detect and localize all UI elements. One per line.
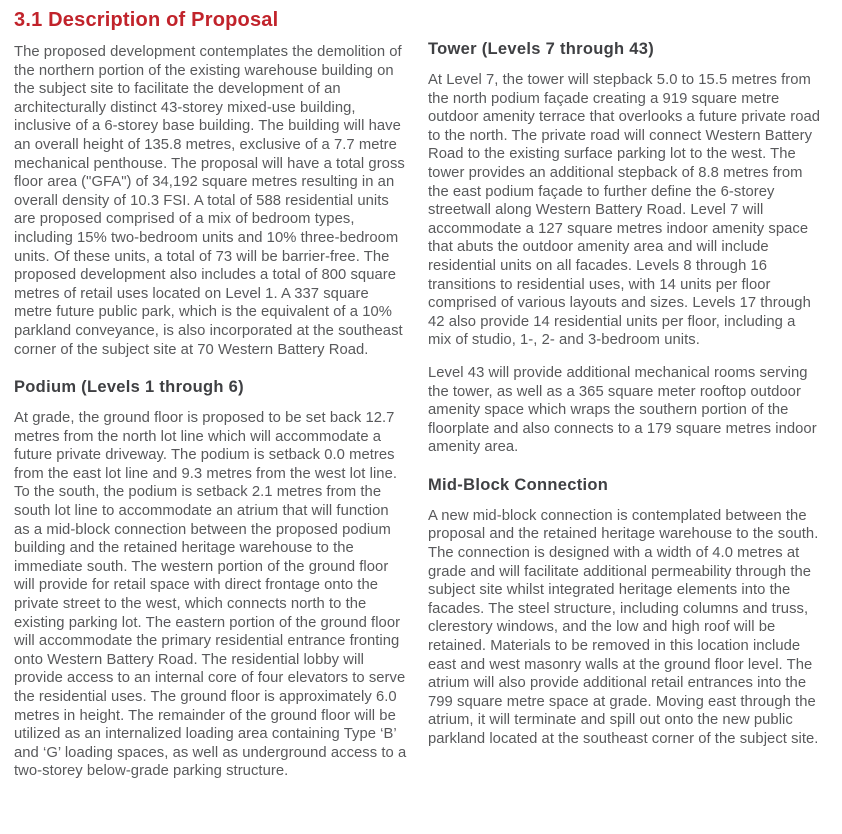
paragraph-proposal-intro: The proposed development contemplates the demolition of the northern portion of the existing warehouse building on the subject site to facilitate the development of an architecturally distinct 43-storey mixed-use building, inclusive of a 6-storey base building. The building will have an overall height of 135.8 metres, exclusive of a 7.7 metre mechanical penthouse. The proposal will have a total gross floor area ("GFA") of 34,192 square metres resulting in an overall density of 10.3 FSI. A total of 588 residential units are proposed comprised of a mix of bedroom types, including 15% two-bedroom units and 10% three-bedroom units. Of these units, a total of 73 will be barrier-free. The proposed development also includes a total of 800 square metres of retail uses located on Level 1. A 337 square metre future public park, which is the equivalent of a 10% parkland conveyance, is also incorporated at the southeast corner of the subject site at 70 Western Battery Road.: [14, 44, 405, 358]
right-column: [428, 8, 822, 834]
paragraph-tower-1: At Level 7, the tower will stepback 5.0 to 15.5 metres from the north podium façade creating a 919 square metre outdoor amenity terrace that overlooks a future private road to the north. The private road will connect Western Battery Road to the existing surface parking lot to the west. The tower provides an additional stepback of 8.8 metres from the east podium façade to further define the 6-storey streetwall along Western Battery Road. Level 7 will accommodate a 127 square metres indoor amenity space that abuts the outdoor amenity area and will include residential units on all facades. Levels 8 through 16 transitions to residential uses, with 14 units per floor comprised of various layouts and sizes. Levels 17 through 42 also provide 14 residential units per floor, including a mix of studio, 1-, 2- and 3-bedroom units.: [428, 72, 821, 349]
section-heading-podium: Podium (Levels 1 through 6): [14, 378, 244, 397]
page-title: 3.1 Description of Proposal: [14, 9, 279, 31]
section-heading-tower: Tower (Levels 7 through 43): [428, 40, 654, 58]
paragraph-tower-2: Level 43 will provide additional mechanical rooms serving the tower, as well as a 365 square meter rooftop outdoor amenity space which wraps the southern portion of the floorplate and also connects to a 179 square metres indoor amenity area.: [428, 364, 817, 456]
paragraph-podium: At grade, the ground floor is proposed to be set back 12.7 metres from the north lot line which will accommodate a future private driveway. The podium is setback 0.0 metres from the east lot line and 9.3 metres from the west lot line. To the south, the podium is setback 2.1 metres from the south lot line to accommodate an atrium that will function as a mid-block connection between the proposed podium building and the retained heritage warehouse to the immediate south. The western portion of the ground floor will provide for retail space with direct frontage onto the private street to the west, which connects north to the existing parking lot. The eastern portion of the ground floor will accommodate the primary residential entrance fronting onto Western Battery Road. The residential lobby will provide access to an internal core of four elevators to serve the residential uses. The ground floor is approximately 6.0 metres in height. The remainder of the ground floor will be utilized as an internalized loading area containing Type ‘B’ and ‘G’ loading spaces, as well as underground access to a two-storey below-grade parking structure.: [14, 410, 407, 780]
paragraph-midblock: A new mid-block connection is contemplated between the proposal and the retained heritage warehouse to the south. The connection is designed with a width of 4.0 metres at grade and will facilitate additional permeability through the subject site whilst integrated heritage elements into the facades. The steel structure, including columns and truss, clerestory windows, and the low and high roof will be retained. Materials to be removed in this location include east and west masonry walls at the ground floor level. The atrium will also provide additional retail entrances into the 799 square metre space at grade. Moving east through the atrium, it will terminate and spill out onto the new public parkland located at the southeast corner of the subject site.: [428, 507, 819, 747]
section-heading-midblock: Mid-Block Connection: [428, 475, 609, 494]
left-column: [14, 8, 408, 834]
